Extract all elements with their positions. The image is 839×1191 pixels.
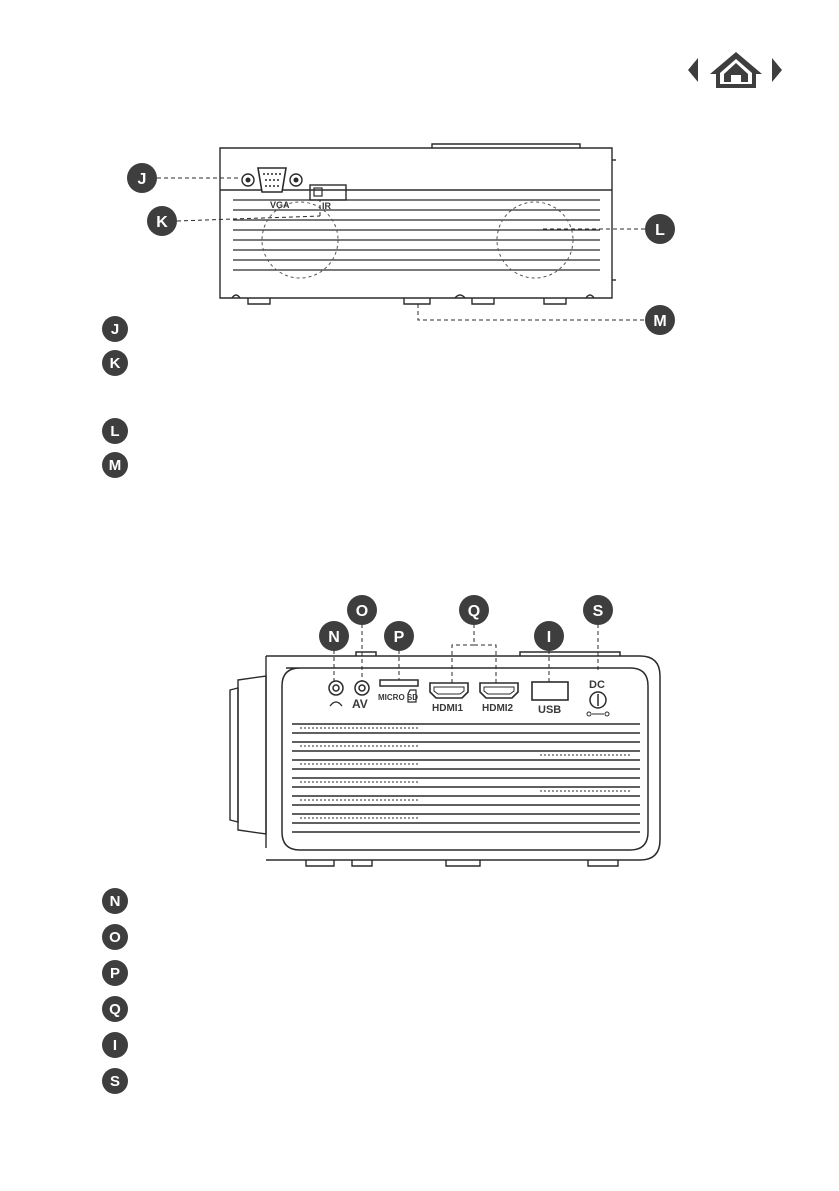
hdmi2-port (480, 683, 518, 698)
dc-label: DC (589, 679, 605, 691)
callout-j (127, 163, 157, 193)
svg-text:K: K (156, 214, 168, 231)
home-icon[interactable] (710, 52, 762, 88)
svg-text:S: S (592, 603, 604, 620)
av-port (355, 681, 369, 695)
callout-n (319, 621, 349, 651)
callout-p (384, 621, 414, 651)
callout-m (645, 305, 675, 335)
legend-badge-n: N (102, 888, 128, 914)
side-view-diagram (0, 120, 839, 340)
legend-badge-s: S (102, 1068, 128, 1094)
headphone-jack (329, 681, 343, 706)
legend-badge-i: I (102, 1032, 128, 1058)
usb-port (532, 682, 568, 700)
svg-text:I: I (546, 629, 552, 646)
vga-port (242, 168, 302, 192)
micro-sd-label: MICRO SD (378, 693, 418, 702)
rear-view-diagram (0, 590, 839, 880)
svg-text:Q: Q (467, 603, 481, 620)
usb-label: USB (538, 704, 562, 716)
svg-text:L: L (655, 222, 665, 239)
hdmi2-label: HDMI2 (482, 703, 514, 714)
dc-power-jack (587, 692, 609, 716)
legend-badge-k: K (102, 350, 128, 376)
callout-l (645, 214, 675, 244)
legend-badge-o: O (102, 924, 128, 950)
hdmi1-port (430, 683, 468, 698)
triangle-right-icon[interactable] (772, 58, 782, 82)
svg-text:J: J (137, 171, 147, 188)
hdmi1-label: HDMI1 (432, 703, 464, 714)
svg-text:O: O (355, 603, 369, 620)
ir-label: IR (322, 201, 331, 211)
svg-text:N: N (328, 629, 340, 646)
page-navigation (684, 50, 784, 90)
callout-k (147, 206, 177, 236)
callout-q (459, 595, 489, 625)
triangle-left-icon[interactable] (688, 58, 698, 82)
vga-label: VGA (270, 200, 290, 210)
callout-s (583, 595, 613, 625)
av-label: AV (352, 697, 368, 711)
callout-o (347, 595, 377, 625)
legend-badge-l: L (102, 418, 128, 444)
legend-badge-m: M (102, 452, 128, 478)
legend-badge-q: Q (102, 996, 128, 1022)
svg-text:P: P (393, 629, 405, 646)
callout-i (534, 621, 564, 651)
svg-text:M: M (653, 313, 667, 330)
legend-badge-j: J (102, 316, 128, 342)
ir-sensor (310, 185, 346, 200)
legend-badge-p: P (102, 960, 128, 986)
